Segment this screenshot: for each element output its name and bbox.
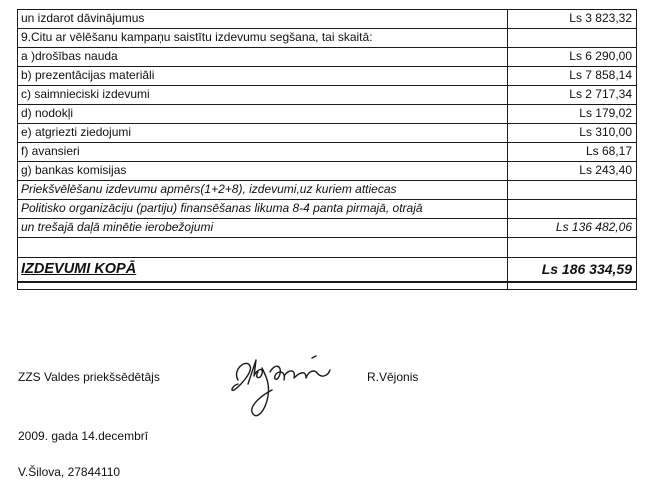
row-label: g) bankas komisijas	[18, 162, 508, 181]
pre-election-line2: Politisko organizāciju (partiju) finansēšanas likuma 8-4 panta pirmajā, otrajā	[18, 200, 508, 219]
row-amount	[508, 29, 637, 48]
blank-row	[18, 282, 637, 290]
row-amount: Ls 3 823,32	[508, 10, 637, 29]
total-row	[18, 258, 637, 283]
spacer-row	[18, 238, 637, 258]
table-row	[18, 10, 637, 29]
table-row	[18, 105, 637, 124]
signer-role: ZZS Valdes priekšsēdētājs	[18, 370, 160, 384]
document-date: 2009. gada 14.decembrī	[18, 429, 149, 443]
row-amount: Ls 68,17	[508, 143, 637, 162]
handwritten-signature	[226, 350, 346, 428]
row-label: un izdarot dāvinājumus	[18, 10, 508, 29]
table-row	[18, 29, 637, 48]
row-label: b) prezentācijas materiāli	[18, 67, 508, 86]
expense-table	[17, 9, 637, 290]
table-row	[18, 143, 637, 162]
signer-name: R.Vējonis	[367, 370, 419, 384]
row-amount: Ls 7 858,14	[508, 67, 637, 86]
row-amount: Ls 310,00	[508, 124, 637, 143]
row-amount: Ls 243,40	[508, 162, 637, 181]
row-amount: Ls 2 717,34	[508, 86, 637, 105]
pre-election-line1: Priekšvēlēšanu izdevumu apmērs(1+2+8), izdevumi,uz kuriem attiecas	[18, 181, 508, 200]
row-label: d) nodokļi	[18, 105, 508, 124]
pre-election-row	[18, 200, 637, 219]
total-amount: Ls 186 334,59	[508, 258, 637, 283]
row-label: c) saimnieciski izdevumi	[18, 86, 508, 105]
table-row	[18, 67, 637, 86]
row-label: e) atgriezti ziedojumi	[18, 124, 508, 143]
row-label: f) avansieri	[18, 143, 508, 162]
row-amount: Ls 179,02	[508, 105, 637, 124]
row-label: a )drošības nauda	[18, 48, 508, 67]
pre-election-line3: un trešajā daļā minētie ierobežojumi	[18, 219, 508, 238]
table-row	[18, 86, 637, 105]
pre-election-row	[18, 219, 637, 238]
total-label: IZDEVUMI KOPĀ	[18, 258, 508, 283]
contact-info: V.Šilova, 27844110	[18, 465, 121, 479]
row-amount: Ls 6 290,00	[508, 48, 637, 67]
table-row	[18, 124, 637, 143]
pre-election-row	[18, 181, 637, 200]
table-row	[18, 162, 637, 181]
table-row	[18, 48, 637, 67]
row-label: 9.Citu ar vēlēšanu kampaņu saistītu izdevumu segšana, tai skaitā:	[18, 29, 508, 48]
pre-election-amount: Ls 136 482,06	[508, 219, 637, 238]
